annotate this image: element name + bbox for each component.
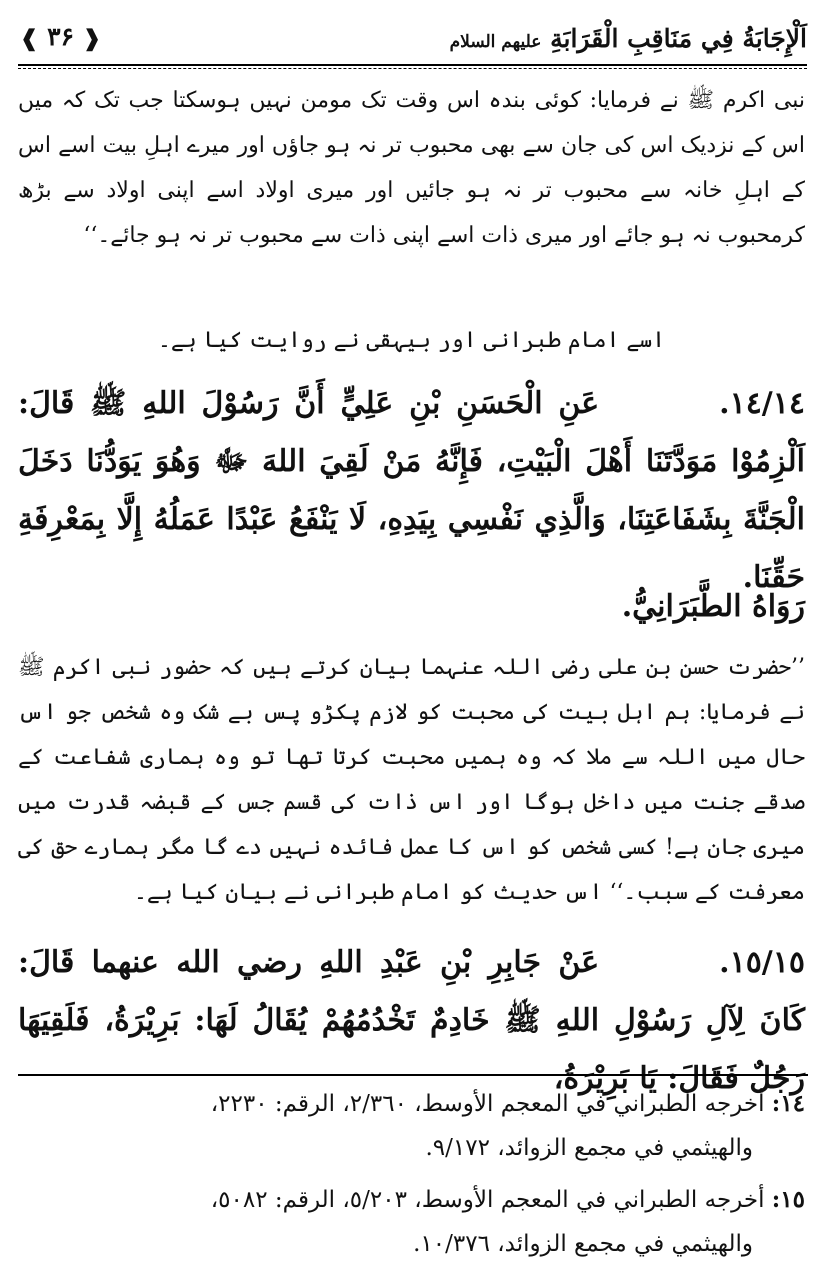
footnote-15-number: ١٥: <box>771 1186 805 1213</box>
footnote-15-text: أخرجه الطبراني في المعجم الأوسط، ٥/٢٠٣، الرقم: ٥٠٨٢، <box>210 1187 765 1213</box>
ornament-left-icon: ❰ <box>20 25 39 52</box>
page-number <box>20 22 101 52</box>
footnote-14 <box>18 1082 805 1170</box>
ornament-right-icon: ❱ <box>82 25 102 52</box>
footnote-14-number: ١٤: <box>771 1090 805 1117</box>
footnote-14-line1 <box>18 1082 805 1126</box>
source-note-13: اسے امام طبرانی اور بیہقی نے روایت کیا ہے۔ <box>157 328 666 353</box>
header-rule <box>18 64 807 66</box>
hadith-14-narrator: رَوَاهُ الطَّبَرَانِيُّ. <box>621 589 805 624</box>
footnote-14-line2: والهيثمي في مجمع الزوائد، ٩/١٧٢. <box>425 1135 753 1161</box>
book-title-suffix: علیهم السلام <box>449 32 542 52</box>
urdu-translation-13: نبی اکرم ﷺ نے فرمایا: کوئی بندہ اس وقت تک مومن نہیں ہوسکتا جب تک کہ میں اس کے نزدیک اس کی جان سے بھی محبوب تر نہ ہو جاؤں اور میرے اہلِ بیت اسے اس کے اہلِ خانہ سے محبوب تر نہ ہو جائیں اور میری اولاد اسے اپنی اولاد سے بڑھ کرمحبوب نہ ہو جائے اور میری ذات اسے اپنی ذات سے محبوب تر نہ ہو جائے۔‘‘ <box>18 88 805 248</box>
footnote-rule <box>18 1074 808 1076</box>
hadith-14-number: ١٤/١٤. <box>719 386 805 421</box>
hadith-15-number: ١٥/١٥. <box>719 945 805 980</box>
footnote-14-text: أخرجه الطبراني في المعجم الأوسط، ٢/٣٦٠، الرقم: ٢٢٣٠، <box>210 1091 765 1117</box>
hadith-14-text: عَنِ الْحَسَنِ بْنِ عَلِيٍّ أَنَّ رَسُوْلَ اللهِ ﷺ قَالَ: اَلْزِمُوْا مَوَدَّتَنَا أَهْلَ الْبَيْتِ، فَإِنَّهُ مَنْ لَقِيَ اللهَ ﷻ وَهُوَ يَوَدُّنَا دَخَلَ الْجَنَّةَ بِشَفَاعَتِنَا، وَالَّذِي نَفْسِي بِيَدِهِ، لَا يَنْفَعُ عَبْدًا عَمَلُهُ إِلَّا بِمَعْرِفَةِ حَقِّنَا. <box>18 386 806 595</box>
footnote-15-line2: والهيثمي في مجمع الزوائد، ١٠/٣٧٦. <box>413 1231 753 1257</box>
page-number-text: ۳۶ <box>47 22 75 51</box>
footnote-15-line1 <box>18 1178 805 1222</box>
footnote-15 <box>18 1178 805 1266</box>
book-title <box>450 24 807 53</box>
hadith-15-text: عَنْ جَابِرِ بْنِ عَبْدِ اللهِ رضي الله عنهما قَالَ: كَانَ لِآلِ رَسُوْلِ اللهِ ﷺ خَادِمٌ تَخْدُمُهُمْ يُقَالُ لَهَا: بَرِيْرَةُ، فَلَقِيَهَا رَجُلٌ فَقَالَ: يَا بَرِيْرَةُ، <box>18 945 805 1096</box>
hadith-14 <box>18 375 805 607</box>
header-dashed-rule <box>18 68 807 69</box>
page-header <box>18 22 807 62</box>
book-title-text: اَلْإِجَابَةُ فِي مَنَاقِبِ الْقَرَابَةِ <box>550 24 807 53</box>
urdu-translation-14: ’’حضرت حسن بن علی رضی اللہ عنہما بیان کرتے ہیں کہ حضور نبی اکرم ﷺ نے فرمایا: ہم اہل بیت کی محبت کو لازم پکڑو پس بے شک وہ شخص جو اس حال میں اللہ سے ملا کہ وہ ہمیں محبت کرتا تھا تو وہ ہماری شفاعت کے صدقے جنت میں داخل ہوگا اور اس ذات کی قسم جس کے قبضہ قدرت میں میری جان ہے! کسی شخص کو اس کا عمل فائدہ نہیں دے گا مگر ہمارے حق کی معرفت کے سبب۔‘‘ اس حدیث کو امام طبرانی نے بیان کیا ہے۔ <box>18 655 805 905</box>
